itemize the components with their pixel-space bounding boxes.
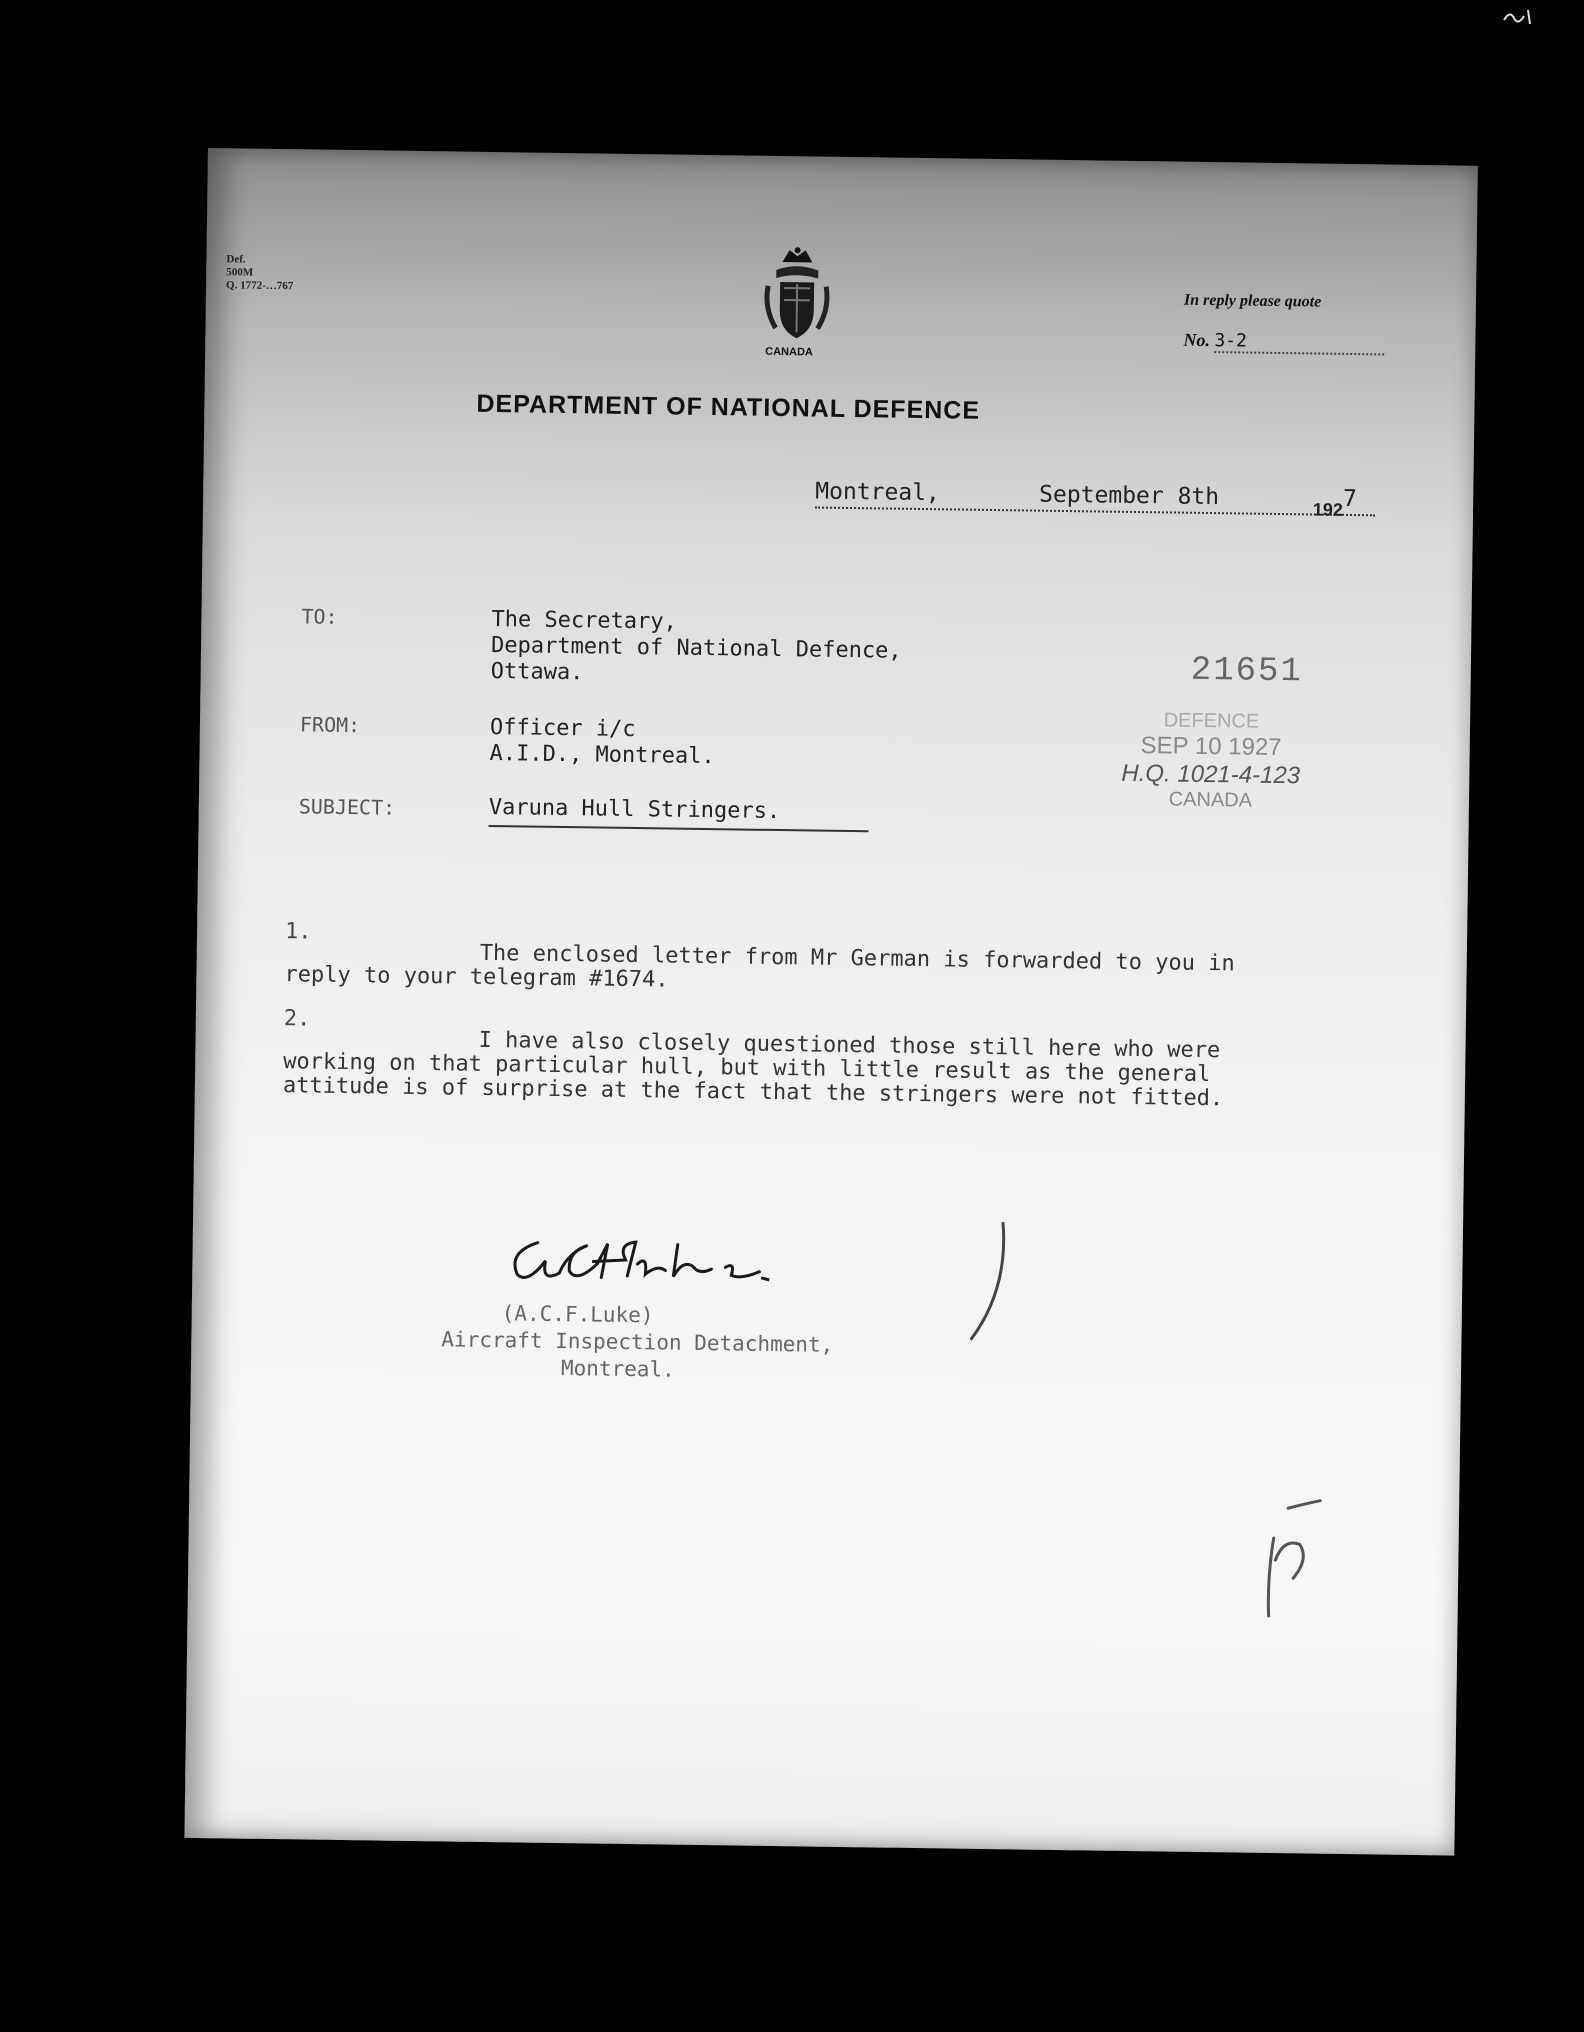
pen-mark: [961, 1219, 1033, 1360]
to-line: Department of National Defence,: [490, 633, 902, 664]
form-code: [226, 253, 294, 293]
paragraph-text: I have also closely questioned those still here who were working on that particular hull, but with little result as the general attitude is of surprise at the fact that the stringers were not fitted.: [282, 1027, 1224, 1112]
to-line: The Secretary,: [491, 607, 678, 635]
stamp-date: SEP 10 1927: [1140, 732, 1282, 762]
signature-block: [441, 1299, 834, 1385]
subject-label: SUBJECT:: [298, 794, 396, 820]
date-year: [1312, 485, 1358, 520]
paragraph-text: The enclosed letter from Mr German is forwarded to you in reply to your telegram #1674.: [284, 940, 1235, 993]
from-label: FROM:: [299, 712, 361, 738]
form-code-line: Q. 1772-…767: [226, 279, 294, 293]
date-year-prefix: 192: [1312, 499, 1343, 520]
date-line: [815, 478, 1375, 520]
date-year-suffix: 7: [1342, 485, 1358, 513]
handwritten-page-number: [1252, 1498, 1334, 1629]
corner-scratch-mark: [1500, 6, 1540, 28]
from-line: Officer i/c: [489, 714, 636, 743]
to-line: Ottawa.: [490, 658, 584, 686]
subject-value: Varuna Hull Stringers.: [489, 795, 869, 832]
paragraph-number: 1.: [284, 919, 312, 945]
canada-crest-icon: [761, 244, 832, 345]
paragraph-number: 2.: [283, 1006, 311, 1032]
received-stamp: [1121, 709, 1301, 813]
reply-note: In reply please quote: [1183, 291, 1322, 311]
letter-page: [184, 148, 1477, 1856]
signatory-name: (A.C.F.Luke): [501, 1301, 654, 1328]
registry-number-stamp: 21651: [1190, 651, 1304, 692]
crest-caption: CANADA: [765, 345, 813, 359]
form-code-line: 500M: [226, 266, 254, 279]
reference-value: 3-2: [1214, 330, 1384, 355]
handwritten-signature: [497, 1212, 838, 1307]
reference-number: [1183, 330, 1413, 356]
signatory-place: Montreal.: [560, 1356, 675, 1382]
stamp-country: CANADA: [1168, 788, 1253, 812]
to-label: TO:: [301, 604, 338, 629]
to-address: [491, 607, 903, 691]
stamp-line: DEFENCE: [1163, 709, 1260, 733]
reference-label: No.: [1183, 329, 1211, 351]
date-place: Montreal,: [815, 478, 941, 507]
date-month-day: September 8th: [1038, 481, 1220, 511]
from-line: A.I.D., Montreal.: [489, 740, 715, 770]
stamp-file-number: H.Q. 1021-4-123: [1121, 759, 1301, 790]
signatory-title: Aircraft Inspection Detachment,: [441, 1327, 834, 1357]
form-code-line: Def.: [226, 253, 246, 266]
from-address: [489, 715, 715, 770]
department-heading: DEPARTMENT OF NATIONAL DEFENCE: [476, 389, 981, 425]
